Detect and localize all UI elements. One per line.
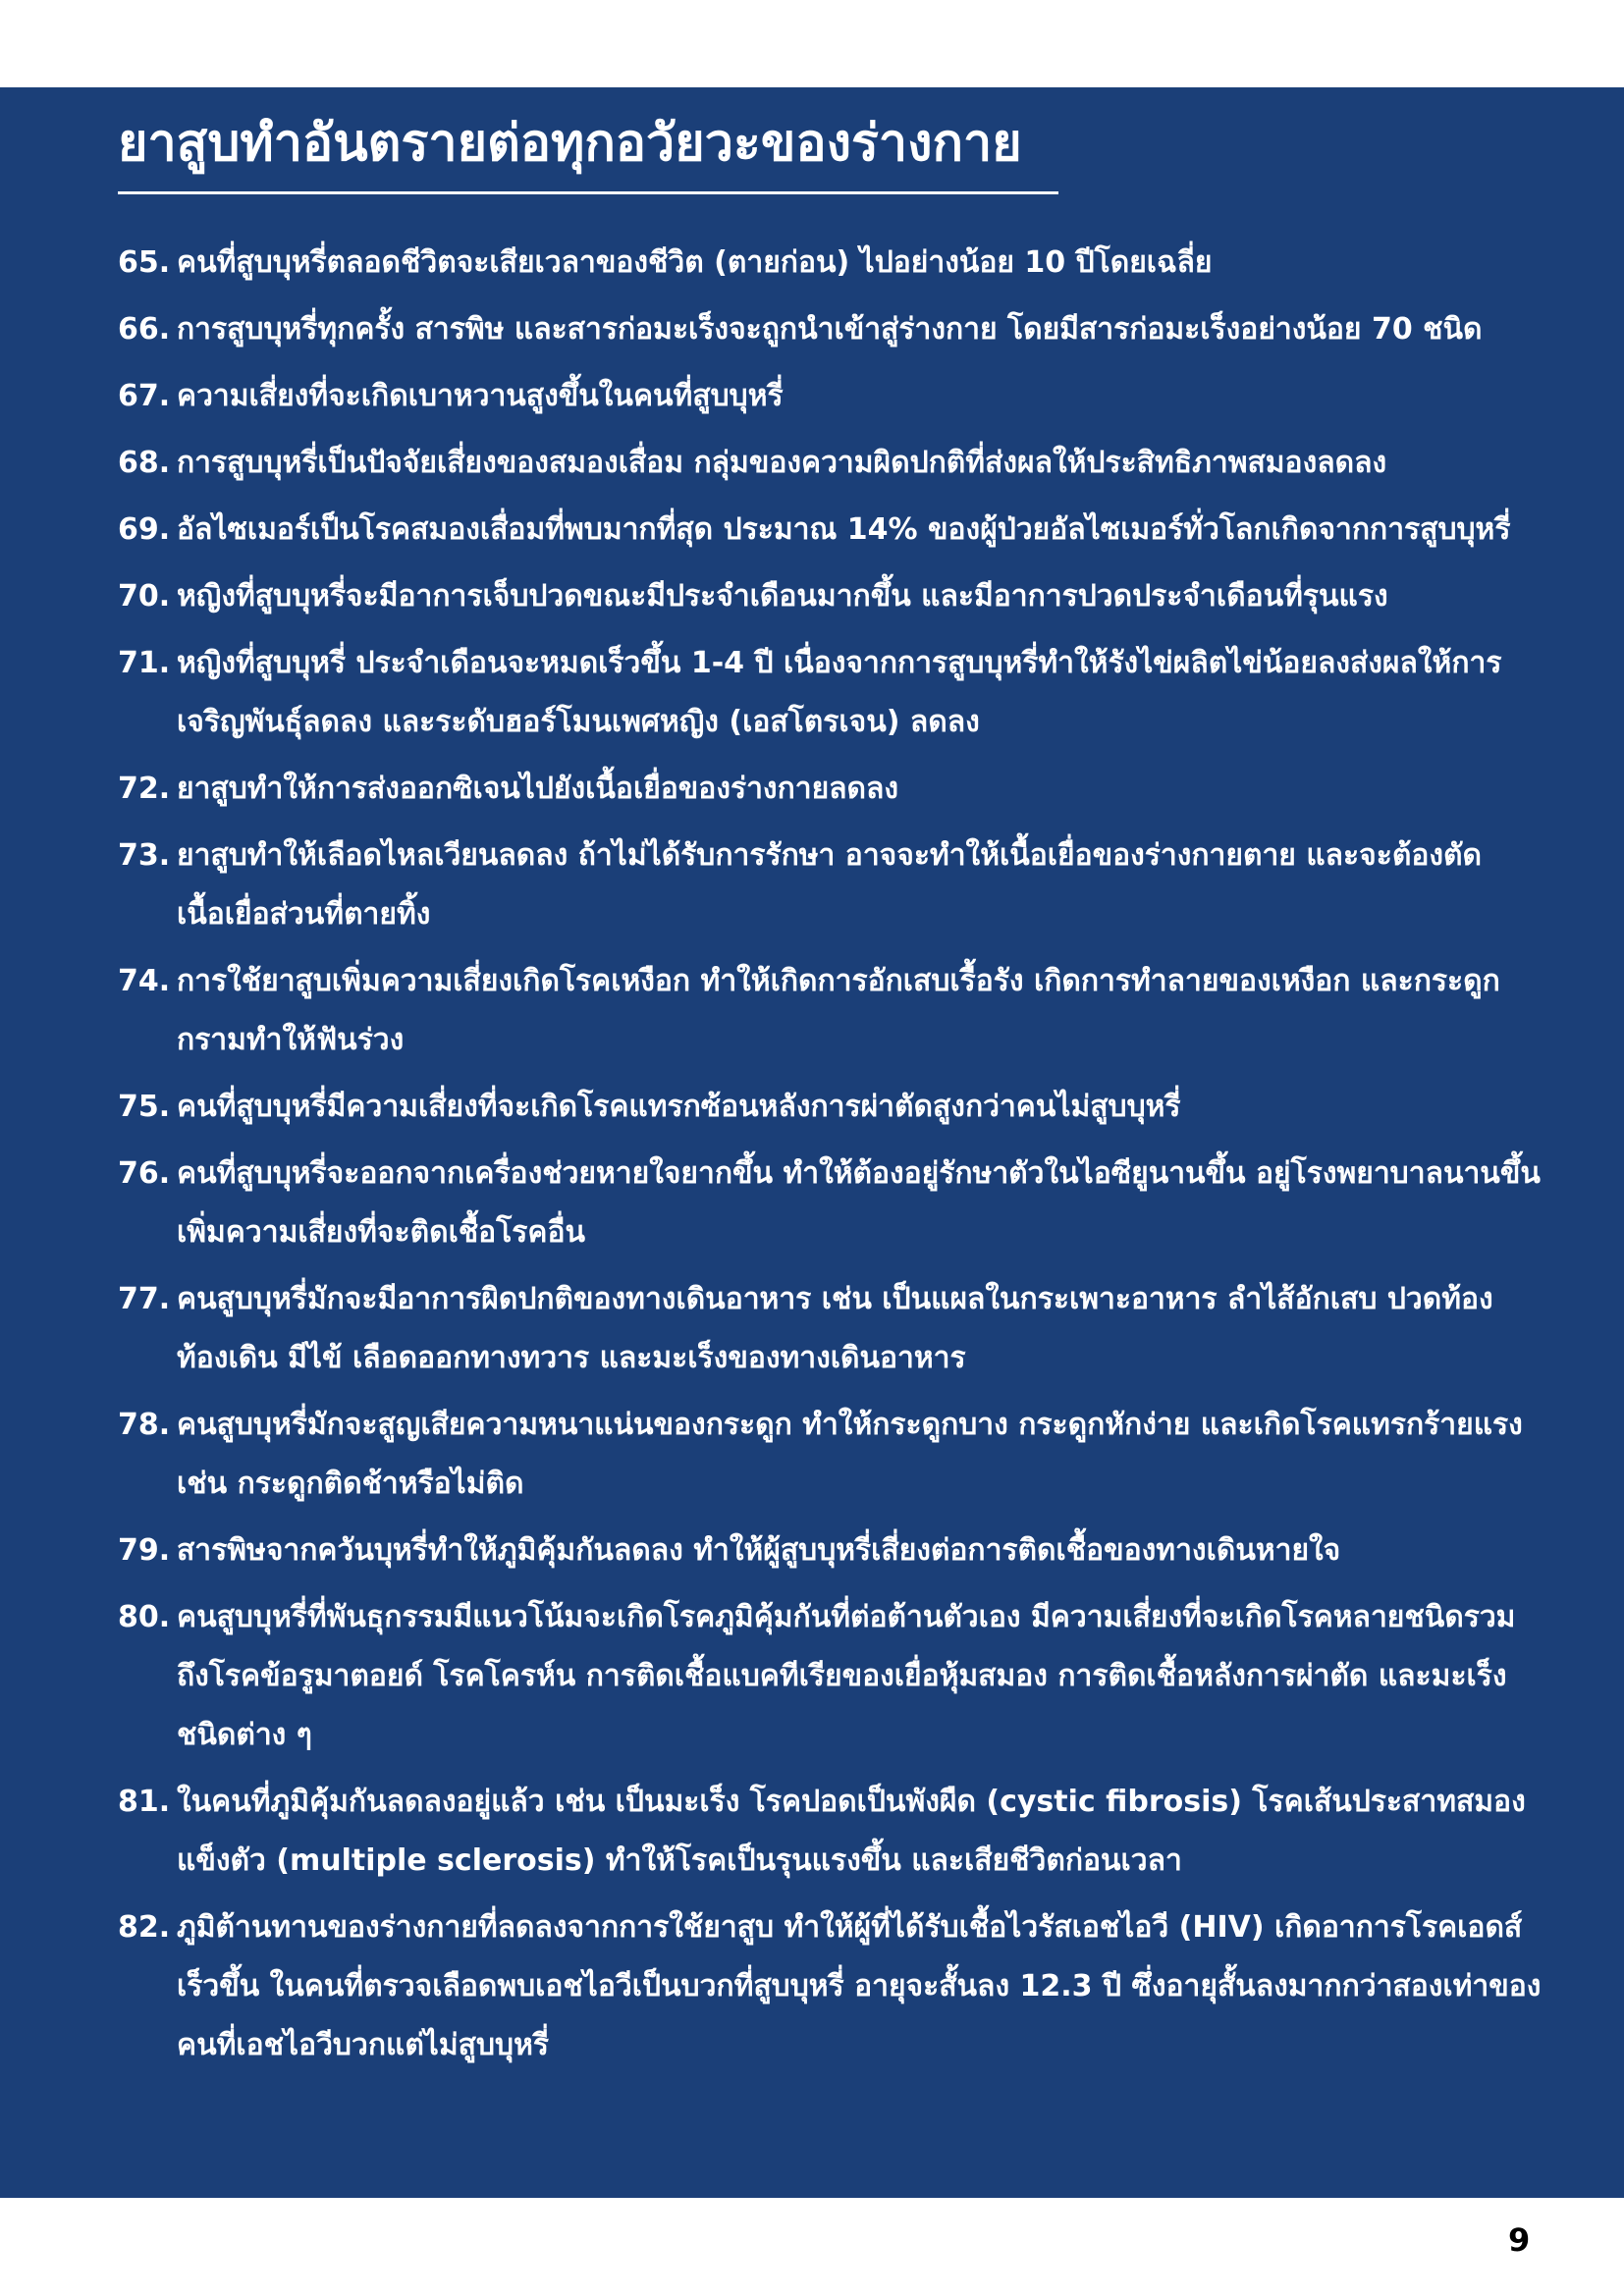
item-number: 65. [118,245,171,280]
list-item [118,634,1542,752]
item-number: 71. [118,646,171,680]
item-number: 70. [118,579,171,614]
item-text: การใช้ยาสูบเพิ่มความเสี่ยงเกิดโรคเหงือก ทำให้เกิดการอักเสบเรื้อรัง เกิดการทำลายของเหงือก และกระดูกกรามทำให้ฟันร่วง [177,964,1500,1057]
item-number: 81. [118,1785,171,1819]
item-number: 80. [118,1600,171,1634]
item-number: 74. [118,964,171,998]
list-item [118,1145,1542,1262]
list-item [118,827,1542,944]
list-item [118,1078,1542,1137]
list-item [118,234,1542,293]
item-number: 82. [118,1910,171,1945]
item-text: อัลไซเมอร์เป็นโรคสมองเสื่อมที่พบมากที่สุด ประมาณ 14% ของผู้ป่วยอัลไซเมอร์ทั่วโลกเกิดจากการสูบบุหรี่ [177,512,1511,547]
item-text: ความเสี่ยงที่จะเกิดเบาหวานสูงขึ้นในคนที่สูบบุหรี่ [177,379,784,413]
item-number: 78. [118,1408,171,1442]
item-number: 73. [118,838,171,873]
item-number: 75. [118,1090,171,1124]
list-item [118,1773,1542,1891]
item-text: หญิงที่สูบบุหรี่ ประจำเดือนจะหมดเร็วขึ้น 1-4 ปี เนื่องจากการสูบบุหรี่ทำให้รังไข่ผลิตไข่น้อยลงส่งผลให้การเจริญพันธุ์ลดลง และระดับฮอร์โมนเพศหญิง (เอสโตรเจน) ลดลง [177,646,1502,739]
item-text: คนสูบบุหรี่มักจะสูญเสียความหนาแน่นของกระดูก ทำให้กระดูกบาง กระดูกหักง่าย และเกิดโรคแทรกร้ายแรง เช่น กระดูกติดช้าหรือไม่ติด [177,1408,1523,1501]
item-text: คนสูบบุหรี่มักจะมีอาการผิดปกติของทางเดินอาหาร เช่น เป็นแผลในกระเพาะอาหาร ลำไส้อักเสบ ปวดท้องท้องเดิน มีไข้ เลือดออกทางทวาร และมะเร็งของทางเดินอาหาร [177,1282,1493,1375]
item-text: หญิงที่สูบบุหรี่จะมีอาการเจ็บปวดขณะมีประจำเดือนมากขึ้น และมีอาการปวดประจำเดือนที่รุนแรง [177,579,1388,614]
item-text: การสูบบุหรี่เป็นปัจจัยเสี่ยงของสมองเสื่อม กลุ่มของความผิดปกติที่ส่งผลให้ประสิทธิภาพสมองลดลง [177,446,1387,480]
list-item [118,1522,1542,1580]
list-item [118,760,1542,819]
title-underline [118,191,1058,194]
list-item [118,1396,1542,1514]
list-item [118,1588,1542,1765]
list-item [118,1898,1542,2075]
item-number: 72. [118,772,171,806]
item-number: 67. [118,379,171,413]
item-number: 79. [118,1533,171,1568]
list-item [118,952,1542,1070]
item-text: ยาสูบทำให้การส่งออกซิเจนไปยังเนื้อเยื่อของร่างกายลดลง [177,772,899,806]
list-item [118,1270,1542,1388]
item-text: ภูมิต้านทานของร่างกายที่ลดลงจากการใช้ยาสูบ ทำให้ผู้ที่ได้รับเชื้อไวรัสเอชไอวี (HIV) เกิดอาการโรคเอดส์เร็วขึ้น ในคนที่ตรวจเลือดพบเอชไอวีเป็นบวกที่สูบบุหรี่ อายุจะสั้นลง 12.3 ปี ซึ่งอายุสั้นลงมากกว่าสองเท่าของคนที่เอชไอวีบวกแต่ไม่สูบบุหรี่ [177,1910,1542,2062]
item-text: การสูบบุหรี่ทุกครั้ง สารพิษ และสารก่อมะเร็งจะถูกนำเข้าสู่ร่างกาย โดยมีสารก่อมะเร็งอย่างน้อย 70 ชนิด [177,312,1483,347]
item-text: ยาสูบทำให้เลือดไหลเวียนลดลง ถ้าไม่ได้รับการรักษา อาจจะทำให้เนื้อเยื่อของร่างกายตาย และจะต้องตัดเนื้อเยื่อส่วนที่ตายทิ้ง [177,838,1482,932]
page-title: ยาสูบทำอันตรายต่อทุกอวัยวะของร่างกาย [118,114,1022,173]
item-text: คนที่สูบบุหรี่จะออกจากเครื่องช่วยหายใจยากขึ้น ทำให้ต้องอยู่รักษาตัวในไอซียูนานขึ้น อยู่โรงพยาบาลนานขึ้น เพิ่มความเสี่ยงที่จะติดเชื้อโรคอื่น [177,1156,1541,1250]
page-number: 9 [1508,2221,1531,2259]
item-text: คนที่สูบบุหรี่ตลอดชีวิตจะเสียเวลาของชีวิต (ตายก่อน) ไปอย่างน้อย 10 ปีโดยเฉลี่ย [177,245,1213,280]
item-text: คนที่สูบบุหรี่มีความเสี่ยงที่จะเกิดโรคแทรกซ้อนหลังการผ่าตัดสูงกว่าคนไม่สูบบุหรี่ [177,1090,1181,1124]
list-item [118,567,1542,626]
list-item [118,434,1542,493]
item-text: ในคนที่ภูมิคุ้มกันลดลงอยู่แล้ว เช่น เป็นมะเร็ง โรคปอดเป็นพังผืด (cystic fibrosis) โรคเส้นประสาทสมองแข็งตัว (multiple sclerosis) ทำให้โรคเป็นรุนแรงขึ้น และเสียชีวิตก่อนเวลา [177,1785,1526,1878]
list-item [118,367,1542,426]
item-text: คนสูบบุหรี่ที่พันธุกรรมมีแนวโน้มจะเกิดโรคภูมิคุ้มกันที่ต่อต้านตัวเอง มีความเสี่ยงที่จะเกิดโรคหลายชนิดรวมถึงโรคข้อรูมาตอยด์ โรคโครห์น การติดเชื้อแบคทีเรียของเยื่อหุ้มสมอง การติดเชื้อหลังการผ่าตัด และมะเร็งชนิดต่าง ๆ [177,1600,1516,1752]
list-item [118,501,1542,560]
list-item [118,300,1542,359]
item-number: 77. [118,1282,171,1316]
item-number: 76. [118,1156,171,1191]
item-text: สารพิษจากควันบุหรี่ทำให้ภูมิคุ้มกันลดลง ทำให้ผู้สูบบุหรี่เสี่ยงต่อการติดเชื้อของทางเดินหายใจ [177,1533,1341,1568]
item-number: 69. [118,512,171,547]
item-number: 66. [118,312,171,347]
item-number: 68. [118,446,171,480]
facts-list [118,234,1542,2083]
